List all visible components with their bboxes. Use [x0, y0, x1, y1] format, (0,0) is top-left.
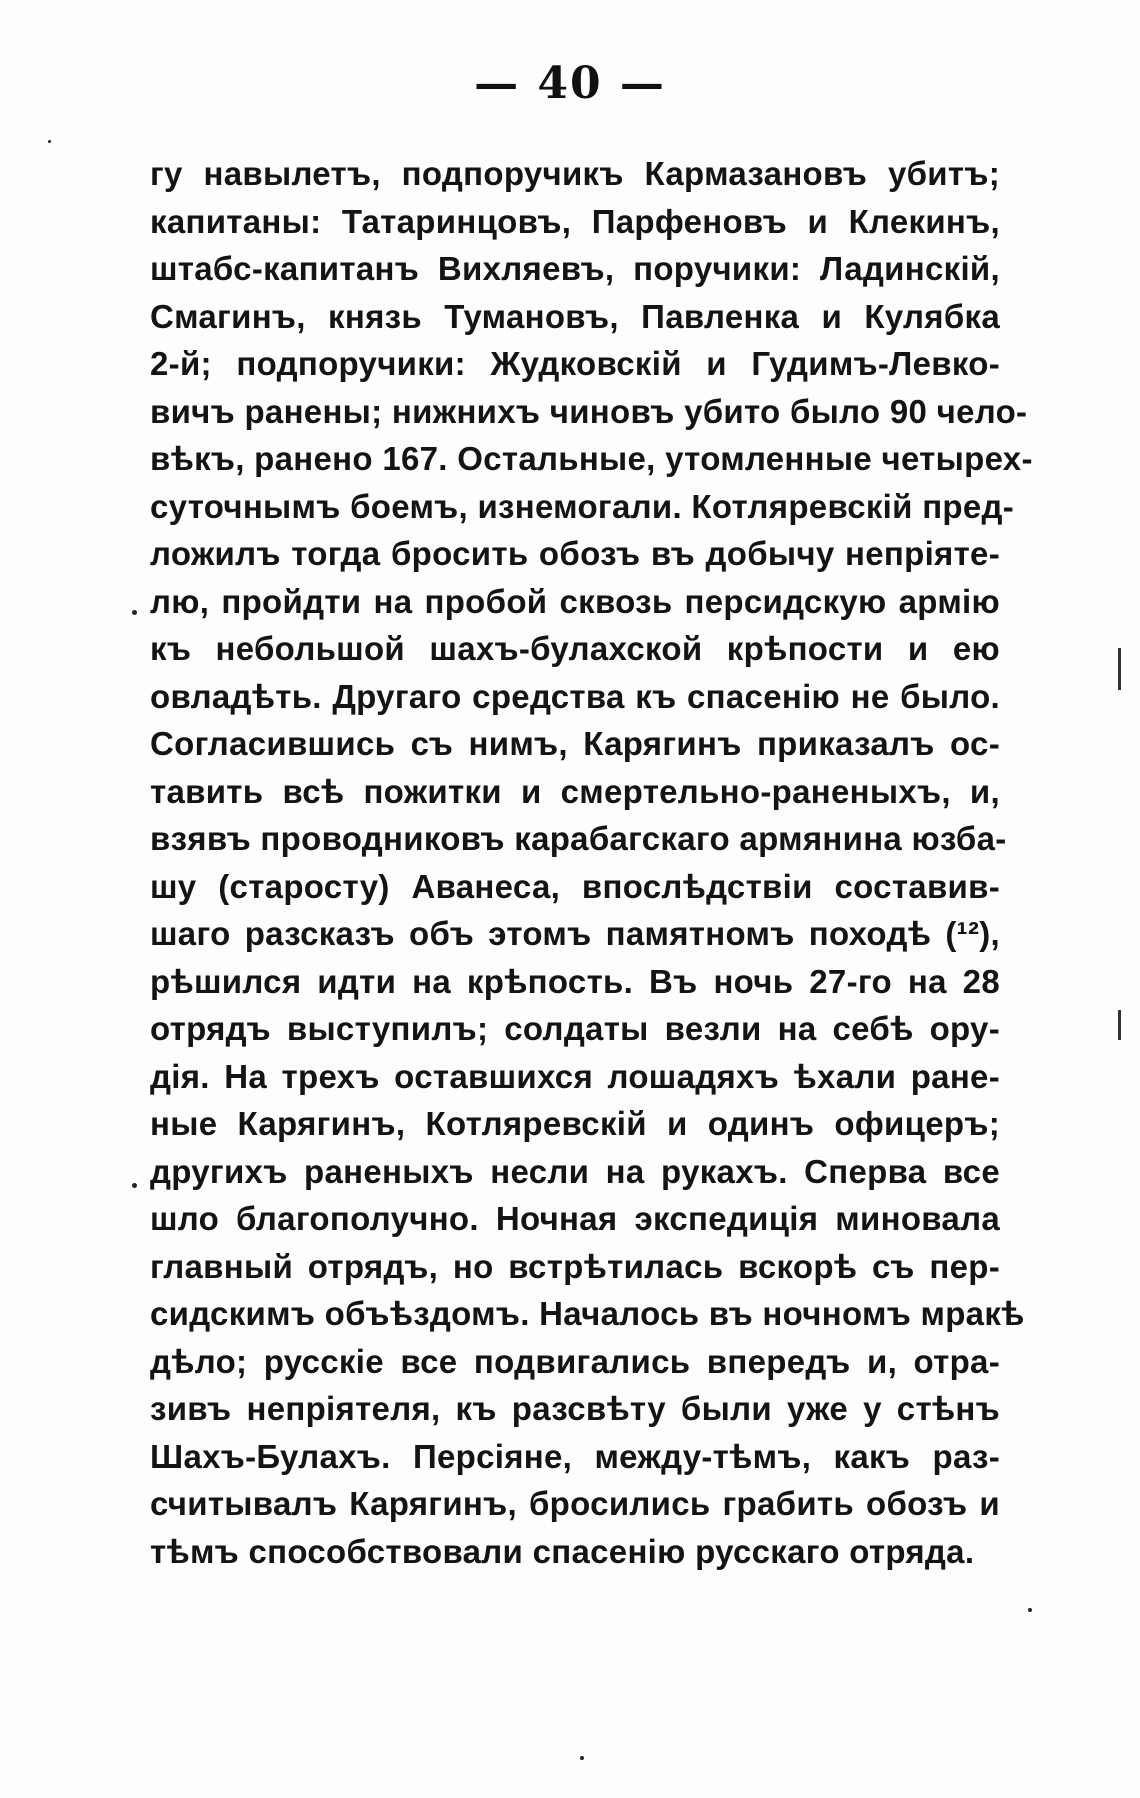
page-number: — 40 —: [474, 58, 666, 109]
body-text: [150, 150, 1033, 1575]
scan-speck: [580, 1756, 584, 1760]
text-line: гу навылетъ, подпоручикъ Кармазановъ убитъ;: [150, 155, 1000, 192]
text-line: взявъ проводниковъ карабагскаго армянина юзба-: [150, 820, 1007, 857]
text-line: шло благополучно. Ночная экспедиція миновала: [150, 1200, 1000, 1237]
text-line: зивъ непріятеля, къ разсвѣту были уже у стѣнъ: [150, 1390, 1000, 1427]
text-line: 2-й; подпоручики: Жудковскій и Гудимъ-Левко-: [150, 345, 1000, 382]
text-line: другихъ раненыхъ несли на рукахъ. Сперва все: [150, 1152, 1000, 1190]
scan-edge-mark: [1118, 648, 1121, 690]
text-line: отрядъ выступилъ; солдаты везли на себѣ ору-: [150, 1010, 1000, 1047]
text-line: ные Карягинъ, Котляревскій и одинъ офицеръ;: [150, 1105, 1000, 1142]
scan-speck: [48, 140, 51, 143]
text-line: рѣшился идти на крѣпость. Въ ночь 27-го на 28: [150, 962, 1000, 1000]
text-line: главный отрядъ, но встрѣтилась вскорѣ съ пер-: [150, 1247, 1000, 1285]
text-line: ложилъ тогда бросить обозъ въ добычу непріяте-: [150, 535, 1000, 572]
scan-edge-mark: [1118, 1010, 1121, 1040]
text-line: шаго разсказъ объ этомъ памятномъ походѣ (¹²),: [150, 915, 1000, 952]
text-line: Согласившись съ нимъ, Карягинъ приказалъ ос-: [150, 725, 1000, 762]
text-line: Смагинъ, князь Тумановъ, Павленка и Кулябка: [150, 297, 1000, 335]
scan-speck: [132, 610, 137, 615]
text-line: шу (старосту) Аванеса, впослѣдствіи составив-: [150, 867, 1000, 905]
text-line: считывалъ Карягинъ, бросились грабить обозъ и: [150, 1485, 1000, 1522]
text-line: сидскимъ объѣздомъ. Началось въ ночномъ мракѣ: [150, 1295, 1025, 1332]
text-line: къ небольшой шахъ-булахской крѣпости и ею: [150, 630, 1000, 667]
text-line: вѣкъ, ранено 167. Остальные, утомленные четырех-: [150, 440, 1033, 477]
scan-speck: [132, 1183, 137, 1188]
text-line: капитаны: Татаринцовъ, Парфеновъ и Клекинъ,: [150, 202, 1000, 240]
text-line: дѣло; русскіе все подвигались впередъ и, отра-: [150, 1342, 1000, 1380]
text-line: овладѣть. Другаго средства къ спасенію не было.: [150, 677, 1000, 715]
text-line: штабс-капитанъ Вихляевъ, поручики: Ладинскій,: [150, 250, 1000, 287]
text-line: тавить всѣ пожитки и смертельно-раненыхъ, и,: [150, 772, 1000, 810]
scan-speck: [1028, 1608, 1032, 1612]
text-line: Шахъ-Булахъ. Персіяне, между-тѣмъ, какъ раз-: [150, 1437, 1000, 1475]
text-line: тѣмъ способствовали спасенію русскаго отряда.: [150, 1532, 975, 1570]
text-line: вичъ ранены; нижнихъ чиновъ убито было 90 чело-: [150, 392, 1028, 430]
text-line: суточнымъ боемъ, изнемогали. Котляревскій пред-: [150, 487, 1015, 525]
text-line: дія. На трехъ оставшихся лошадяхъ ѣхали ране-: [150, 1057, 1000, 1095]
text-line: лю, пройдти на пробой сквозь персидскую армію: [150, 582, 1000, 620]
